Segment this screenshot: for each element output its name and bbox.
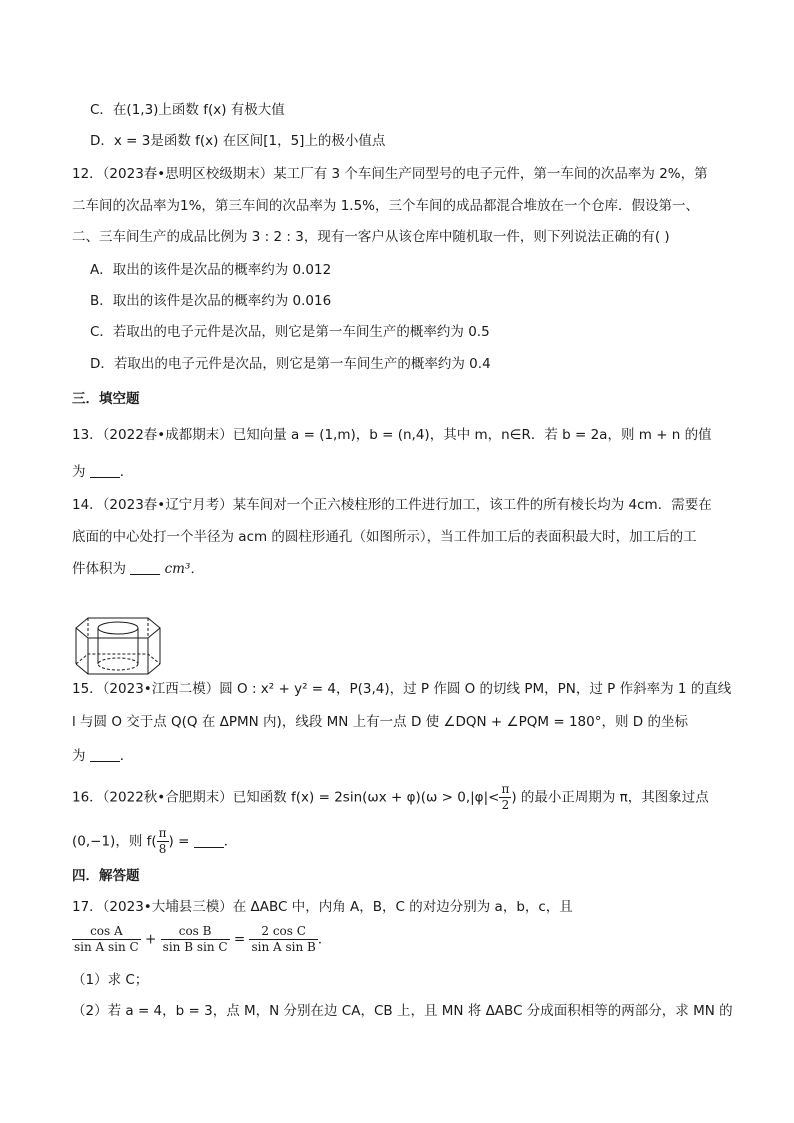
question-12-option-b: B．取出的该件是次品的概率约为 0.016 [90, 293, 332, 309]
question-17-line-1: 17．（2023•大埔县三模）在 ΔABC 中，内角 A，B，C 的对边分别为 a，b，c，且 [72, 899, 573, 915]
answer-blank [194, 833, 224, 848]
question-17-part-1: （1）求 C； [72, 972, 149, 988]
section-fill-in-heading: 三．填空题 [72, 391, 140, 407]
answer-blank [90, 463, 120, 478]
question-17-equation: $\frac{\text{cos A}}{\text{sin A sin C}}$ + $\frac{\text{cos B}}{\text{sin B sin C}}$ = $\frac{\text{2 cos C}}{\text{sin A sin B}}$ ． [74, 924, 332, 954]
cosA-fraction: $\frac{\text{cos A}}{\text{sin A sin C}}$ [74, 924, 139, 954]
question-13-line-1: 13．（2022春•成都期末）已知向量 a = (1,m)，b = (n,4)，其中 m，n∈R．若 b = 2a，则 m + n 的值 [72, 427, 712, 443]
question-16-point: (0,−1)，则 f( [72, 833, 157, 850]
question-16-text-cont: ) 的最小正周期为 π，其图象过点 [511, 789, 709, 806]
option-d-line: D．x = 3是函数 f(x) 在区间[1，5]上的极小值点 [90, 133, 386, 149]
question-12-line-3: 二、三车间生产的成品比例为 3 : 2 : 3，现有一客户从该仓库中随机取一件，则下列说法正确的有( ) [72, 229, 670, 245]
option-c-line: C．在(1,3)上函数 f(x) 有极大值 [90, 102, 285, 118]
answer-blank [90, 747, 120, 762]
question-17-part-2: （2）若 a = 4，b = 3，点 M，N 分别在边 CA，CB 上，且 MN 将 ΔABC 分成面积相等的两部分，求 MN 的 [72, 1003, 733, 1019]
question-14-line-1: 14．（2023春•辽宁月考）某车间对一个正六棱柱形的工件进行加工，该工件的所有棱长均为 4cm．需要在 [72, 497, 712, 513]
cosB-fraction: $\frac{\text{cos B}}{\text{sin B sin C}}$ [162, 924, 228, 954]
question-12-option-c: C．若取出的电子元件是次品，则它是第一车间生产的概率约为 0.5 [90, 324, 490, 340]
question-12-line-2: 二车间的次品率为1%，第三车间的次品率为 1.5%，三个车间的成品都混合堆放在一个仓库．假设第一、 [72, 198, 700, 214]
question-16-text: 16．（2022秋•合肥期末）已知函数 f(x) = 2sin(ωx + φ)(ω > 0,|φ|< [72, 789, 500, 806]
question-16-line-2: (0,−1)，则 f( $\frac{\pi}{8}$ ) = ． [72, 826, 238, 856]
hexagonal-prism-figure [68, 610, 168, 684]
question-12-option-d: D．若取出的电子元件是次品，则它是第一车间生产的概率约为 0.4 [90, 356, 491, 372]
question-12-option-a: A．取出的该件是次品的概率约为 0.012 [90, 262, 332, 278]
question-14-prefix: 件体积为 [72, 561, 126, 577]
question-14-unit: cm³． [164, 561, 204, 577]
question-14-line-3 [72, 559, 734, 579]
answer-blank [130, 560, 160, 575]
question-14-line-2: 底面的中心处打一个半径为 acm 的圆柱形通孔（如图所示），当工件加工后的表面积最大时，加工后的工 [72, 529, 697, 545]
question-15-line-2: l 与圆 O 交于点 Q(Q 在 ΔPMN 内)，线段 MN 上有一点 D 使 ∠DQN + ∠PQM = 180°，则 D 的坐标 [72, 714, 688, 730]
question-15-line-3: 为 ． [72, 748, 134, 764]
question-15-prefix: 为 [72, 748, 86, 764]
question-12-line-1: 12．（2023春•思明区校级期末）某工厂有 3 个车间生产同型号的电子元件，第一车间的次品率为 2%，第 [72, 166, 708, 182]
section-answer-heading: 四．解答题 [72, 868, 140, 884]
pi-over-two-fraction: $\frac{\pi}{2}$ [501, 782, 510, 812]
pi-over-eight-fraction: $\frac{\pi}{8}$ [158, 826, 167, 856]
cosC-fraction: $\frac{\text{2 cos C}}{\text{sin A sin B}}$ [251, 924, 316, 954]
question-16-line-1 [72, 782, 734, 813]
question-13-line-2: 为 ． [72, 464, 134, 480]
question-15-line-1: 15．（2023•江西二模）圆 O : x² + y² = 4，P(3,4)，过 P 作圆 O 的切线 PM，PN，过 P 作斜率为 1 的直线 [72, 681, 732, 697]
question-13-prefix: 为 [72, 464, 86, 480]
